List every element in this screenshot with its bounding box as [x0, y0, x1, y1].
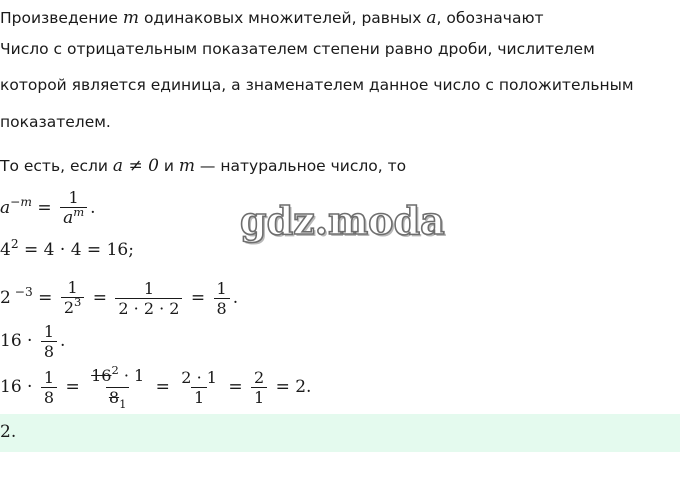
variable-m: m [122, 8, 140, 28]
variable-a: a [426, 8, 437, 28]
numerator: 1 [143, 279, 155, 298]
text-span: и [158, 157, 179, 175]
expression-lead: 16 · [0, 377, 33, 397]
denominator: 1 [191, 387, 207, 407]
numerator-rest: · 1 [118, 366, 145, 385]
denominator: 2 · 2 · 2 [115, 298, 182, 318]
base: 4 [0, 240, 11, 260]
condition-formula: a ≠ 0 [112, 156, 159, 176]
numerator: 1 [43, 368, 55, 387]
numerator: 1 [43, 322, 55, 341]
equals-sign: = [38, 288, 53, 308]
equals-sign: = [190, 288, 206, 308]
fraction [115, 279, 182, 318]
numerator: 2 [253, 368, 265, 387]
definition-line-2: Число с отрицательным показателем степени равно дроби, числителем [0, 40, 595, 58]
text-span: одинаковых множителей, равных [139, 9, 427, 27]
formula-negative-exponent [0, 188, 96, 229]
fraction [41, 368, 57, 407]
answer-value: 2. [0, 422, 17, 442]
expression-rest: = 4 · 4 = 16; [18, 240, 134, 260]
equals-sign: = [92, 288, 107, 308]
numerator: 1 [67, 278, 78, 297]
formula-example-square [0, 236, 134, 260]
denominator: 8 [41, 341, 57, 361]
exponent: −3 [10, 284, 33, 299]
fraction [41, 322, 57, 361]
equals-sign: = [65, 377, 80, 397]
denominator [106, 387, 130, 409]
reduced-value: 2 [111, 363, 119, 378]
numerator: 2 · 1 [181, 368, 217, 387]
text-span: — натуральное число, то [195, 157, 407, 175]
condition-line [0, 156, 406, 176]
denominator [61, 297, 85, 319]
denominator: 8 [41, 387, 57, 407]
formula-task [0, 322, 65, 361]
denominator [60, 207, 87, 229]
variable-m: m [178, 156, 195, 176]
den-base: 2 [63, 298, 75, 317]
fraction [61, 278, 85, 319]
den-exponent: 3 [74, 295, 82, 310]
text-span: То есть, если [0, 157, 113, 175]
numerator: 1 [216, 279, 227, 298]
fraction-reduced [88, 363, 147, 411]
den-exponent: m [73, 205, 85, 220]
definition-line-3: которой является единица, а знаменателем данное число с положительным [0, 76, 634, 94]
definition-line-1 [0, 8, 544, 28]
fraction [178, 368, 220, 407]
reduced-value: 1 [119, 396, 127, 411]
numerator [88, 363, 147, 387]
fraction [214, 279, 230, 318]
formula-example-negative [0, 278, 238, 319]
formula-solution [0, 363, 312, 411]
result: = 2. [275, 377, 312, 397]
text-span: Произведение [0, 9, 123, 27]
fraction [251, 368, 267, 407]
struck-value: 16 [91, 366, 112, 385]
equals-sign: = [228, 377, 243, 397]
den-base: a [63, 208, 74, 228]
denominator: 8 [214, 298, 230, 318]
base: a [0, 198, 11, 218]
numerator: 1 [68, 188, 79, 207]
struck-value: 8 [108, 388, 120, 407]
equals-sign: = [155, 377, 170, 397]
period: . [90, 198, 96, 218]
definition-line-4: показателем. [0, 113, 111, 131]
equals-sign: = [37, 198, 52, 218]
period: . [232, 288, 239, 308]
fraction [60, 188, 87, 229]
exponent: 2 [10, 236, 19, 251]
exponent: −m [10, 194, 32, 209]
expression-lead: 16 · [0, 331, 33, 351]
text-span: , обозначают [436, 9, 544, 27]
answer-panel [0, 414, 680, 452]
watermark-logo: gdz.moda [240, 198, 445, 243]
period: . [60, 331, 66, 351]
base: 2 [0, 288, 11, 308]
denominator: 1 [251, 387, 267, 407]
